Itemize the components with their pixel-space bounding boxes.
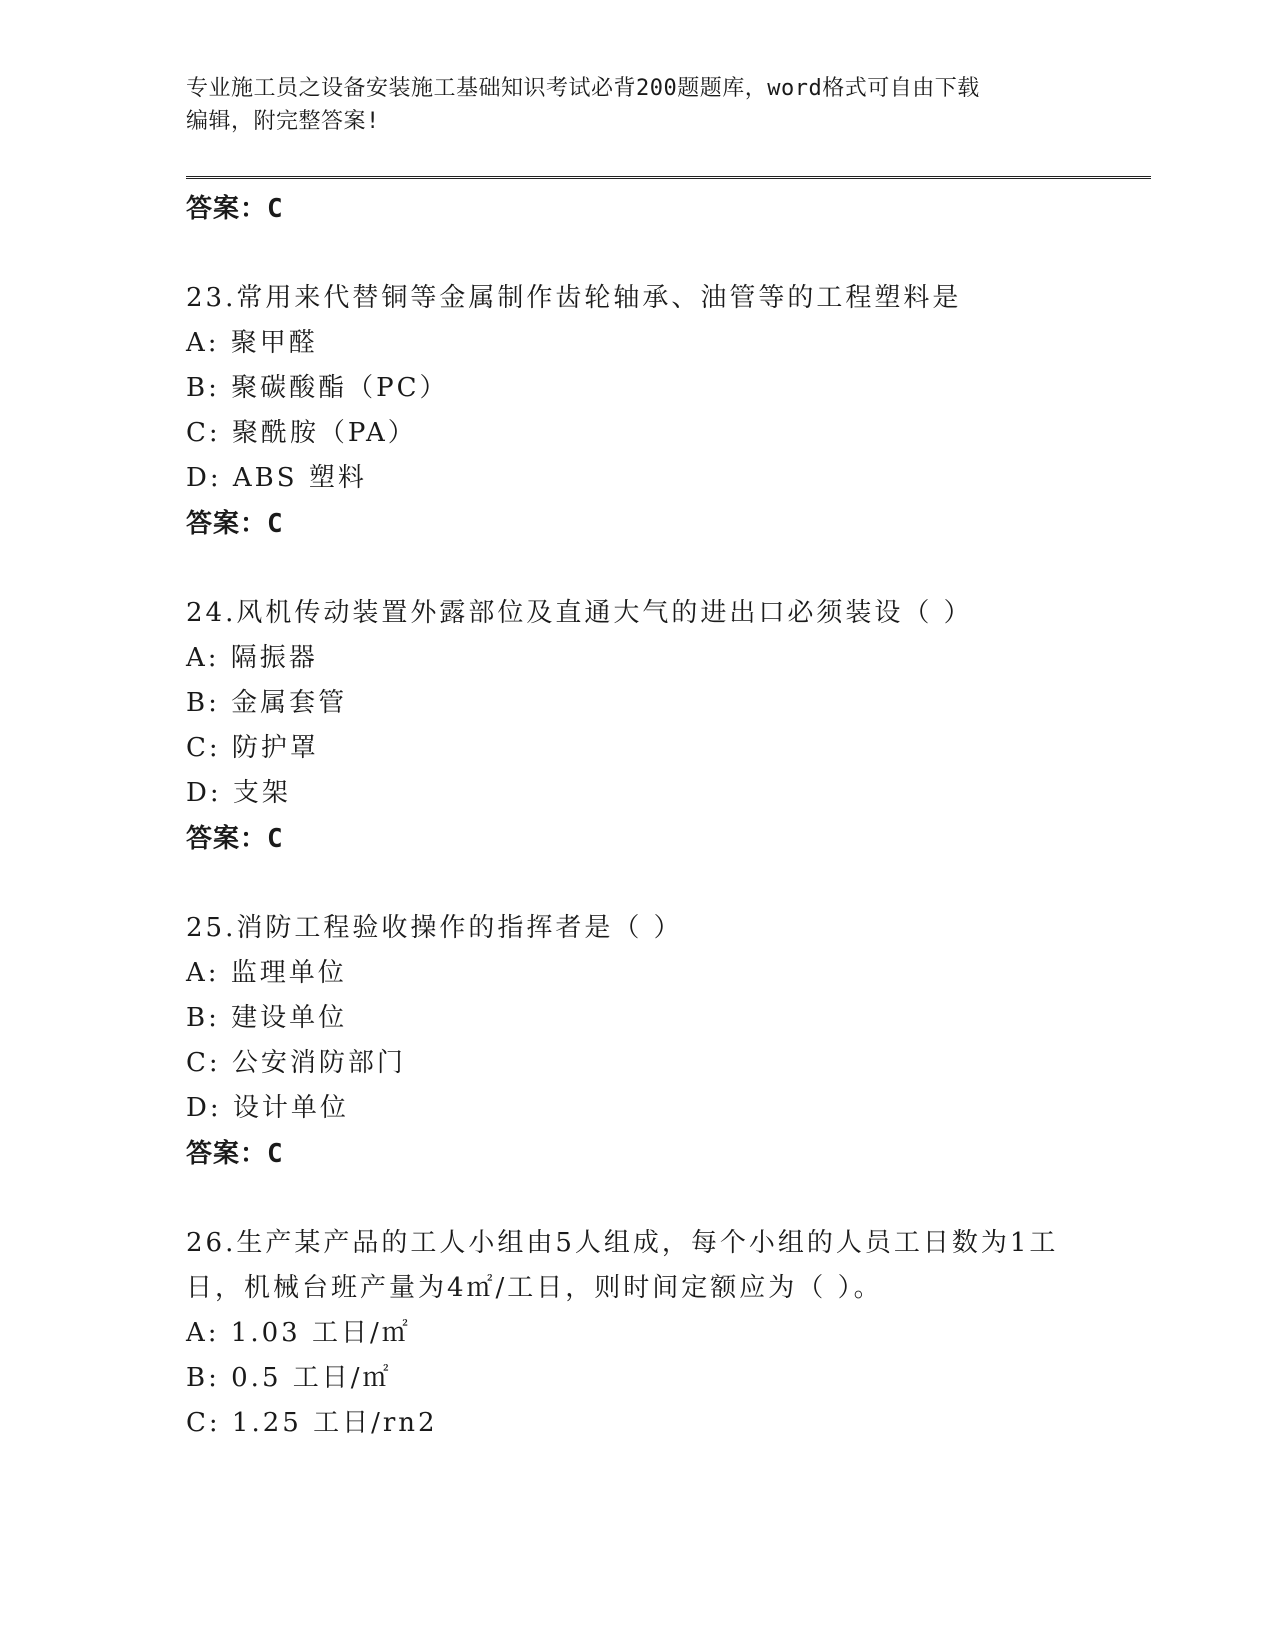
- answer-22: 答案：C: [186, 194, 284, 224]
- option-c: C: 1.25 工日/rn2: [186, 1408, 438, 1438]
- document-header: [186, 72, 1066, 138]
- question-26: [186, 1221, 1086, 1446]
- question-stem-line-1: 26.生产某产品的工人小组由5人组成，每个小组的人员工日数为1工: [186, 1228, 1059, 1258]
- option-b: B: 聚碳酸酯（PC）: [186, 373, 449, 403]
- question-list: [186, 186, 1086, 1446]
- option-a: A: 1.03 工日/㎡: [186, 1318, 411, 1348]
- answer: 答案：C: [186, 1139, 284, 1169]
- question-24: [186, 591, 1086, 862]
- option-b: B: 0.5 工日/㎡: [186, 1363, 392, 1393]
- option-d: D: 支架: [186, 778, 291, 808]
- question-23: [186, 276, 1086, 547]
- header-divider: [186, 176, 1151, 179]
- option-c: C: 公安消防部门: [186, 1048, 406, 1078]
- question-25: [186, 906, 1086, 1177]
- option-d: D: ABS 塑料: [186, 463, 367, 493]
- answer: 答案：C: [186, 824, 284, 854]
- question-stem: 24.风机传动装置外露部位及直通大气的进出口必须装设（ ）: [186, 598, 973, 628]
- question-stem-line-2: 日，机械台班产量为4㎡/工日，则时间定额应为（ ）。: [186, 1273, 883, 1303]
- option-d: D: 设计单位: [186, 1093, 349, 1123]
- option-c: C: 聚酰胺（PA）: [186, 418, 417, 448]
- answer: 答案：C: [186, 509, 284, 539]
- option-b: B: 建设单位: [186, 1003, 348, 1033]
- option-a: A: 监理单位: [186, 958, 347, 988]
- option-b: B: 金属套管: [186, 688, 348, 718]
- option-a: A: 隔振器: [186, 643, 318, 673]
- header-title-line-1: 专业施工员之设备安装施工基础知识考试必背200题题库，word格式可自由下载: [186, 76, 980, 101]
- option-a: A: 聚甲醛: [186, 328, 318, 358]
- question-stem: 25.消防工程验收操作的指挥者是（ ）: [186, 913, 683, 943]
- question-stem: 23.常用来代替铜等金属制作齿轮轴承、油管等的工程塑料是: [186, 283, 962, 313]
- header-title-line-2: 编辑，附完整答案!: [186, 109, 380, 134]
- option-c: C: 防护罩: [186, 733, 319, 763]
